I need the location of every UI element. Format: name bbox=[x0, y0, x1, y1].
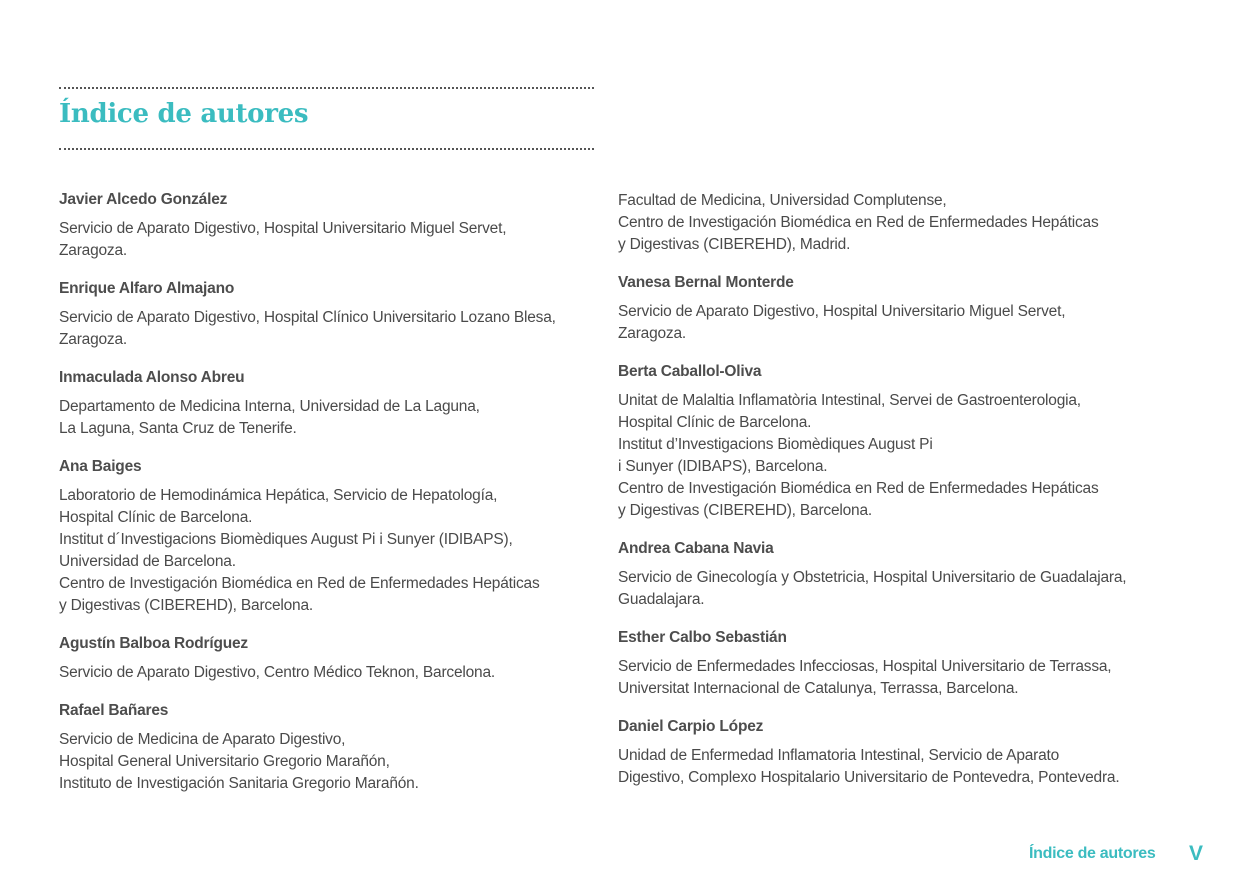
affiliation-line: Hospital Clínic de Barcelona. bbox=[59, 509, 253, 526]
affiliation-line: Zaragoza. bbox=[618, 325, 686, 342]
affiliation-line: Servicio de Aparato Digestivo, Hospital Universitario Miguel Servet, bbox=[618, 303, 1066, 320]
footer-section-label: Índice de autores bbox=[1029, 845, 1156, 862]
author-affiliation bbox=[618, 390, 1178, 522]
author-affiliation bbox=[59, 396, 604, 440]
affiliation-line: Servicio de Aparato Digestivo, Hospital Clínico Universitario Lozano Blesa, bbox=[59, 309, 556, 326]
author-entry bbox=[618, 628, 1178, 700]
affiliation-line: Guadalajara. bbox=[618, 591, 705, 608]
author-affiliation bbox=[59, 729, 604, 795]
affiliation-line: La Laguna, Santa Cruz de Tenerife. bbox=[59, 420, 297, 437]
affiliation-line: Centro de Investigación Biomédica en Red de Enfermedades Hepáticas bbox=[618, 214, 1099, 231]
dotted-rule-bottom bbox=[59, 148, 594, 150]
affiliation-line: Servicio de Aparato Digestivo, Hospital Universitario Miguel Servet, bbox=[59, 220, 507, 237]
affiliation-line: Instituto de Investigación Sanitaria Gregorio Marañón. bbox=[59, 775, 419, 792]
affiliation-line: Centro de Investigación Biomédica en Red de Enfermedades Hepáticas bbox=[618, 480, 1099, 497]
affiliation-line: Zaragoza. bbox=[59, 242, 127, 259]
affiliation-line: Servicio de Medicina de Aparato Digestivo, bbox=[59, 731, 346, 748]
author-entry bbox=[618, 273, 1178, 345]
author-entry bbox=[59, 368, 604, 440]
affiliation-line: Centro de Investigación Biomédica en Red de Enfermedades Hepáticas bbox=[59, 575, 540, 592]
author-entry bbox=[618, 717, 1178, 789]
author-column-left bbox=[59, 190, 604, 812]
author-affiliation bbox=[618, 745, 1178, 789]
author-name: Rafael Bañares bbox=[59, 702, 169, 719]
affiliation-line: Universidad de Barcelona. bbox=[59, 553, 236, 570]
affiliation-line: Universitat Internacional de Catalunya, Terrassa, Barcelona. bbox=[618, 680, 1019, 697]
author-affiliation bbox=[59, 307, 604, 351]
affiliation-line: Facultad de Medicina, Universidad Complutense, bbox=[618, 192, 947, 209]
affiliation-line: Unitat de Malaltia Inflamatòria Intestinal, Servei de Gastroenterologia, bbox=[618, 392, 1081, 409]
page-number: V bbox=[1189, 842, 1204, 865]
author-affiliation bbox=[618, 656, 1178, 700]
dotted-rule-top bbox=[59, 87, 594, 89]
author-entry bbox=[59, 634, 604, 684]
affiliation-line: Servicio de Aparato Digestivo, Centro Médico Teknon, Barcelona. bbox=[59, 664, 495, 681]
author-name: Inmaculada Alonso Abreu bbox=[59, 369, 245, 386]
author-entry bbox=[59, 190, 604, 262]
affiliation-line: Servicio de Ginecología y Obstetricia, Hospital Universitario de Guadalajara, bbox=[618, 569, 1127, 586]
affiliation-line: Hospital Clínic de Barcelona. bbox=[618, 414, 812, 431]
author-entry bbox=[618, 362, 1178, 522]
author-name: Andrea Cabana Navia bbox=[618, 540, 774, 557]
author-affiliation bbox=[59, 218, 604, 262]
affiliation-line: Institut d’Investigacions Biomèdiques August Pi bbox=[618, 436, 933, 453]
author-affiliation bbox=[618, 567, 1178, 611]
author-affiliation bbox=[59, 662, 604, 684]
author-name: Esther Calbo Sebastián bbox=[618, 629, 787, 646]
author-affiliation bbox=[59, 485, 604, 617]
author-name: Vanesa Bernal Monterde bbox=[618, 274, 794, 291]
affiliation-line: Zaragoza. bbox=[59, 331, 127, 348]
affiliation-line: y Digestivas (CIBEREHD), Barcelona. bbox=[618, 502, 872, 519]
affiliation-line: Institut d´Investigacions Biomèdiques August Pi i Sunyer (IDIBAPS), bbox=[59, 531, 513, 548]
author-name: Daniel Carpio López bbox=[618, 718, 764, 735]
page-title: Índice de autores bbox=[59, 99, 309, 129]
author-entry bbox=[59, 701, 604, 795]
affiliation-line: Hospital General Universitario Gregorio Marañón, bbox=[59, 753, 390, 770]
author-entry bbox=[59, 457, 604, 617]
affiliation-line: y Digestivas (CIBEREHD), Madrid. bbox=[618, 236, 851, 253]
affiliation-line: Departamento de Medicina Interna, Universidad de La Laguna, bbox=[59, 398, 480, 415]
affiliation-line: i Sunyer (IDIBAPS), Barcelona. bbox=[618, 458, 828, 475]
author-name: Javier Alcedo González bbox=[59, 191, 228, 208]
author-name: Agustín Balboa Rodríguez bbox=[59, 635, 248, 652]
author-entry bbox=[59, 279, 604, 351]
author-column-right bbox=[618, 190, 1178, 806]
author-name: Enrique Alfaro Almajano bbox=[59, 280, 235, 297]
affiliation-line: Laboratorio de Hemodinámica Hepática, Servicio de Hepatología, bbox=[59, 487, 498, 504]
affiliation-line: Servicio de Enfermedades Infecciosas, Hospital Universitario de Terrassa, bbox=[618, 658, 1112, 675]
affiliation-line: Digestivo, Complexo Hospitalario Universitario de Pontevedra, Pontevedra. bbox=[618, 769, 1120, 786]
affiliation-continuation bbox=[618, 190, 1178, 256]
affiliation-line: Unidad de Enfermedad Inflamatoria Intestinal, Servicio de Aparato bbox=[618, 747, 1060, 764]
affiliation-line: y Digestivas (CIBEREHD), Barcelona. bbox=[59, 597, 313, 614]
author-affiliation bbox=[618, 301, 1178, 345]
author-entry bbox=[618, 539, 1178, 611]
author-name: Ana Baiges bbox=[59, 458, 142, 475]
author-name: Berta Caballol-Oliva bbox=[618, 363, 762, 380]
